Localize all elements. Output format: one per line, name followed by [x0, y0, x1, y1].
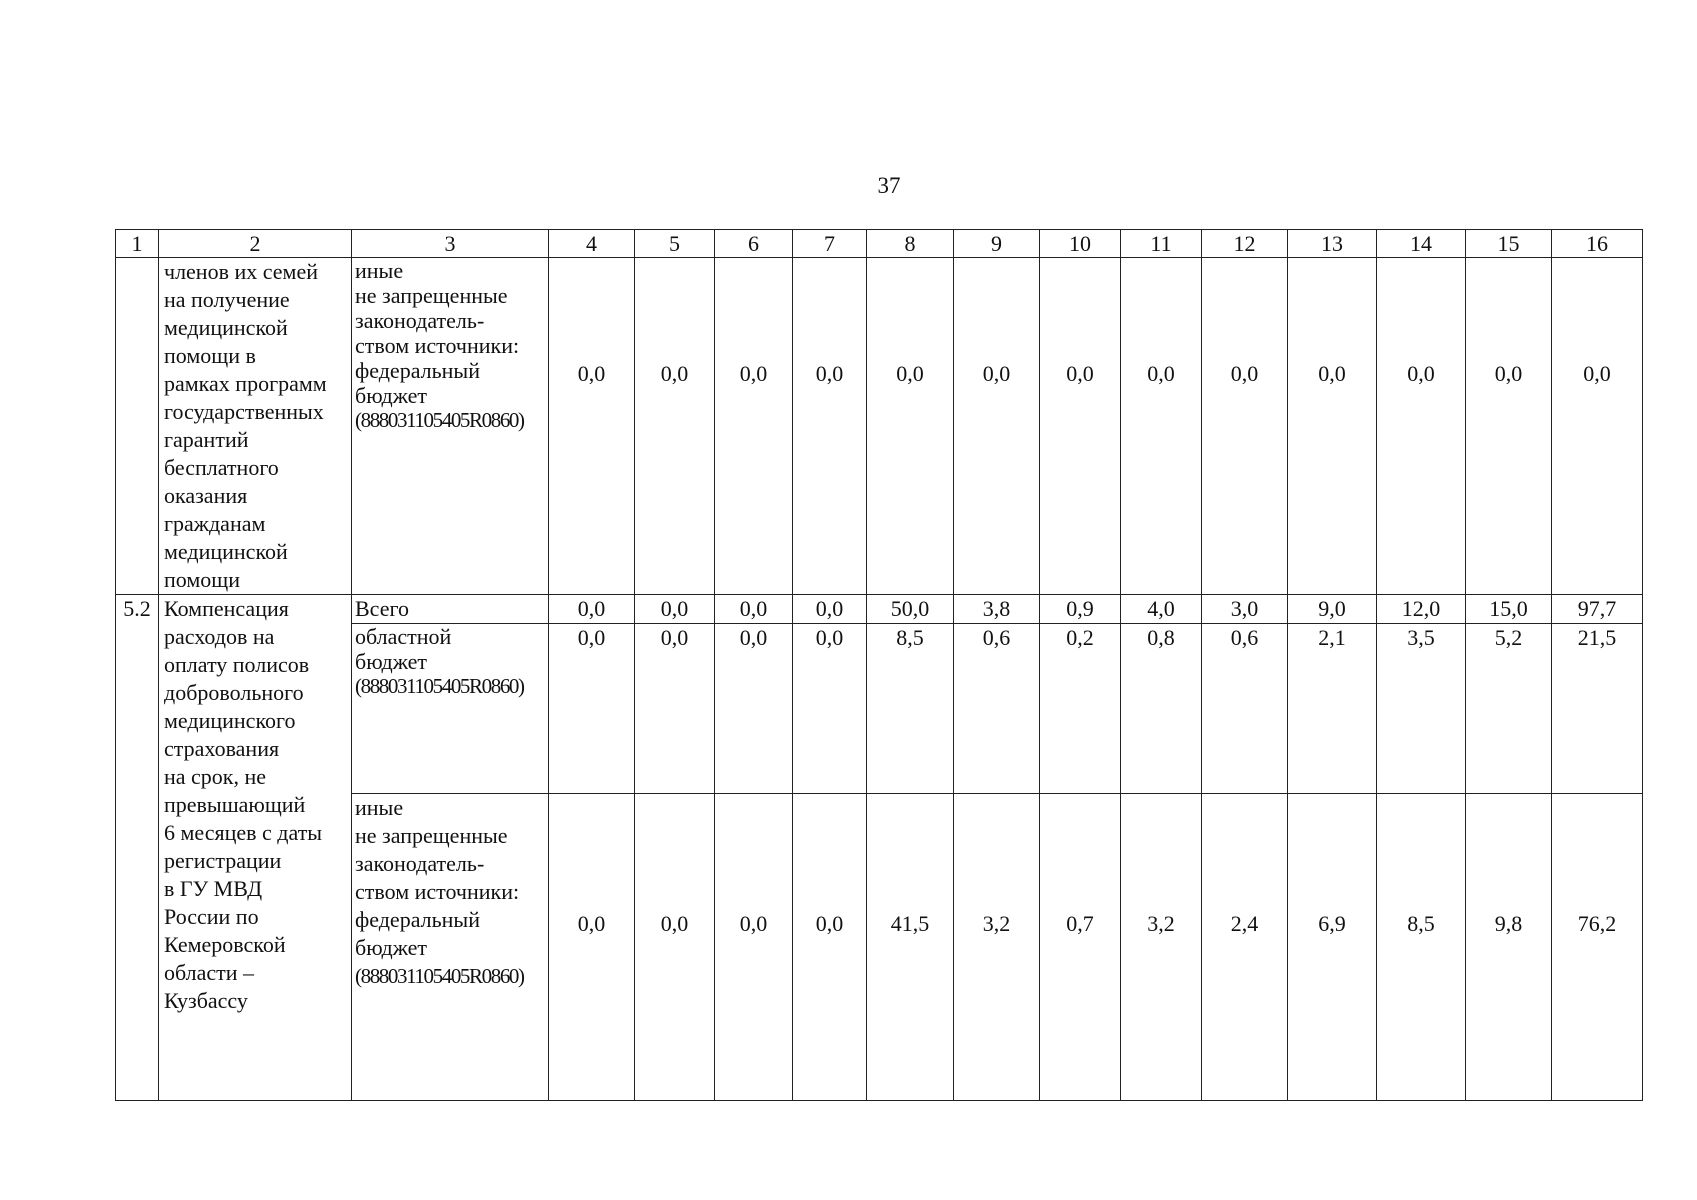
name-line: гарантий [164, 427, 249, 452]
name-line: 6 месяцев с даты [164, 820, 323, 845]
header-cell: 11 [1121, 230, 1202, 258]
name-line: превышающий [164, 792, 306, 817]
value-cell: 0,0 [1121, 258, 1202, 595]
budget-code: (888031105405R0860) [355, 964, 524, 988]
name-line: оплату полисов [164, 652, 310, 677]
value-cell: 8,5 [1377, 794, 1466, 1101]
value-cell: 0,0 [715, 595, 793, 624]
value-cell: 0,0 [1552, 258, 1643, 595]
value-cell: 3,5 [1377, 624, 1466, 794]
name-line: медицинского [164, 708, 296, 733]
header-cell: 14 [1377, 230, 1466, 258]
value-cell: 9,8 [1466, 794, 1552, 1101]
value-cell: 0,0 [549, 624, 635, 794]
name-line: Кемеровской [164, 932, 286, 957]
value-cell: 0,0 [715, 624, 793, 794]
value-cell: 2,1 [1288, 624, 1377, 794]
header-cell: 3 [352, 230, 549, 258]
source-line: ством источники: [355, 333, 520, 358]
measure-name-cell [159, 258, 352, 595]
value-cell: 5,2 [1466, 624, 1552, 794]
value-cell: 0,8 [1121, 624, 1202, 794]
value-cell: 8,5 [867, 624, 954, 794]
value-cell: 9,0 [1288, 595, 1377, 624]
name-line: медицинской [164, 539, 288, 564]
header-cell: 2 [159, 230, 352, 258]
value-cell: 21,5 [1552, 624, 1643, 794]
source-line: законодатель- [355, 851, 485, 876]
header-cell: 7 [793, 230, 867, 258]
name-line: членов их семей [164, 259, 318, 284]
funding-source-cell [352, 794, 549, 1101]
funding-source-cell: Всего [352, 595, 549, 624]
source-line: ством источники: [355, 879, 520, 904]
name-line: расходов на [164, 624, 275, 649]
name-line: в ГУ МВД [164, 876, 263, 901]
funding-source-cell [352, 624, 549, 794]
source-line: бюджет [355, 383, 427, 408]
source-line: иные [355, 795, 404, 820]
source-line: иные [355, 258, 404, 283]
value-cell: 0,0 [793, 258, 867, 595]
header-cell: 5 [635, 230, 715, 258]
value-cell: 0,9 [1040, 595, 1121, 624]
section-5-2-total-row [116, 595, 1643, 624]
name-line: гражданам [164, 511, 266, 536]
header-cell: 4 [549, 230, 635, 258]
value-cell: 76,2 [1552, 794, 1643, 1101]
header-cell: 13 [1288, 230, 1377, 258]
name-line: бесплатного [164, 455, 279, 480]
value-cell: 0,0 [549, 258, 635, 595]
row-number-cell [116, 258, 159, 595]
value-cell: 0,6 [954, 624, 1040, 794]
value-cell: 41,5 [867, 794, 954, 1101]
value-cell: 0,0 [1466, 258, 1552, 595]
header-cell: 15 [1466, 230, 1552, 258]
header-row [116, 230, 1643, 258]
source-line: федеральный [355, 358, 480, 383]
source-line: законодатель- [355, 308, 485, 333]
value-cell: 3,0 [1202, 595, 1288, 624]
value-cell: 0,0 [793, 624, 867, 794]
name-line: государственных [164, 399, 324, 424]
value-cell: 97,7 [1552, 595, 1643, 624]
value-cell: 0,0 [549, 794, 635, 1101]
value-cell: 4,0 [1121, 595, 1202, 624]
value-cell: 0,0 [715, 794, 793, 1101]
value-cell: 0,0 [793, 595, 867, 624]
budget-table [115, 229, 1643, 1101]
source-line: федеральный [355, 907, 480, 932]
value-cell: 0,0 [867, 258, 954, 595]
source-line: областной [355, 624, 452, 649]
name-line: регистрации [164, 848, 282, 873]
value-cell: 0,0 [1202, 258, 1288, 595]
value-cell: 2,4 [1202, 794, 1288, 1101]
name-line: Кузбассу [164, 988, 248, 1013]
value-cell: 50,0 [867, 595, 954, 624]
name-line: медицинской [164, 315, 288, 340]
value-cell: 3,8 [954, 595, 1040, 624]
measure-name-cell [159, 595, 352, 1101]
header-cell: 16 [1552, 230, 1643, 258]
name-line: на срок, не [164, 764, 267, 789]
value-cell: 0,0 [635, 595, 715, 624]
value-cell: 0,6 [1202, 624, 1288, 794]
value-cell: 0,0 [635, 624, 715, 794]
value-cell: 0,0 [1288, 258, 1377, 595]
page-number: 37 [877, 173, 901, 198]
value-cell: 0,0 [715, 258, 793, 595]
value-cell: 0,7 [1040, 794, 1121, 1101]
source-line: бюджет [355, 649, 427, 674]
name-line: на получение [164, 287, 290, 312]
header-cell: 8 [867, 230, 954, 258]
source-line: не запрещенные [355, 283, 508, 308]
header-cell: 1 [116, 230, 159, 258]
header-cell: 9 [954, 230, 1040, 258]
value-cell: 0,0 [549, 595, 635, 624]
row-number-cell: 5.2 [116, 595, 159, 1101]
name-line: области – [164, 960, 255, 985]
name-line: страхования [164, 736, 280, 761]
value-cell: 0,0 [1377, 258, 1466, 595]
value-cell: 0,0 [954, 258, 1040, 595]
name-line: России по [164, 904, 259, 929]
header-cell: 12 [1202, 230, 1288, 258]
value-cell: 12,0 [1377, 595, 1466, 624]
name-line: добровольного [164, 680, 304, 705]
value-cell: 0,0 [793, 794, 867, 1101]
continued-row [116, 258, 1643, 595]
name-line: оказания [164, 483, 248, 508]
value-cell: 0,2 [1040, 624, 1121, 794]
name-line: рамках программ [164, 371, 327, 396]
value-cell: 3,2 [1121, 794, 1202, 1101]
value-cell: 15,0 [1466, 595, 1552, 624]
value-cell: 0,0 [635, 794, 715, 1101]
header-cell: 6 [715, 230, 793, 258]
budget-code: (888031105405R0860) [355, 674, 524, 698]
value-cell: 0,0 [1040, 258, 1121, 595]
name-line: помощи [164, 567, 240, 592]
value-cell: 3,2 [954, 794, 1040, 1101]
header-cell: 10 [1040, 230, 1121, 258]
name-line: Компенсация [164, 596, 289, 621]
budget-code: (888031105405R0860) [355, 408, 524, 432]
funding-source-cell [352, 258, 549, 595]
name-line: помощи в [164, 343, 256, 368]
value-cell: 0,0 [635, 258, 715, 595]
source-line: бюджет [355, 935, 427, 960]
value-cell: 6,9 [1288, 794, 1377, 1101]
source-line: не запрещенные [355, 823, 508, 848]
